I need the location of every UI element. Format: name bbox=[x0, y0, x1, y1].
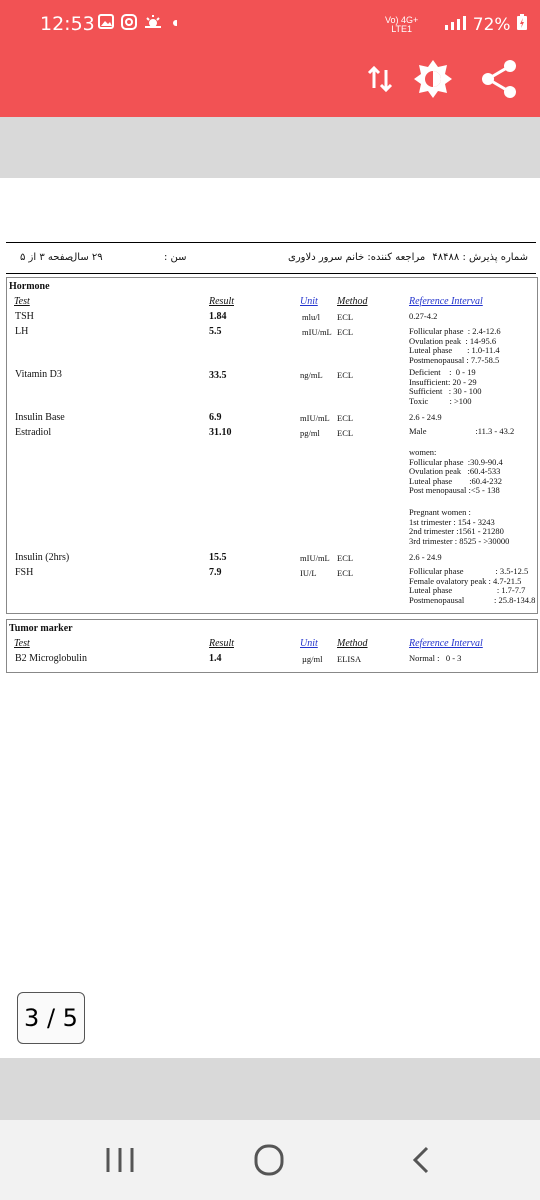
column-result: Result bbox=[209, 296, 234, 307]
battery-indicator bbox=[443, 14, 528, 35]
column-test: Test bbox=[14, 296, 30, 307]
test-method: ECL bbox=[337, 327, 354, 337]
section-title: Hormone bbox=[9, 281, 50, 292]
test-result: 5.5 bbox=[209, 326, 222, 337]
column-test: Test bbox=[14, 638, 30, 649]
test-unit: µg/ml bbox=[302, 654, 323, 664]
test-name: FSH bbox=[15, 567, 34, 578]
test-name: B2 Microglobulin bbox=[15, 653, 87, 664]
section-title: Tumor marker bbox=[9, 623, 73, 634]
transfer-icon[interactable] bbox=[360, 58, 402, 100]
test-result: 7.9 bbox=[209, 567, 222, 578]
test-result: 1.4 bbox=[209, 653, 222, 664]
test-unit: ng/mL bbox=[300, 370, 323, 380]
reference-range: 2.6 - 24.9 bbox=[409, 412, 442, 422]
network-bottom-label: LTE1 bbox=[391, 24, 413, 34]
test-result: 6.9 bbox=[209, 412, 222, 423]
clock: 12:53 bbox=[40, 13, 95, 35]
test-method: ECL bbox=[337, 370, 354, 380]
report-page bbox=[0, 178, 540, 1058]
reception-number: شماره پذیرش : ۴۸۴۸۸ bbox=[432, 252, 528, 263]
status-bar bbox=[0, 0, 540, 40]
reference-range: Follicular phase : 3.5-12.5 Female ovalatory peak : 4.7-21.5 Luteal phase : 1.7-7.7 Postmenopausal : 25.8-134.8 bbox=[409, 566, 536, 605]
test-unit: mIU/mL bbox=[300, 413, 330, 423]
gallery-icon bbox=[97, 13, 177, 31]
page-number: صفحه ۳ از ۵ bbox=[20, 252, 74, 263]
test-result: 33.5 bbox=[209, 370, 227, 381]
test-method: ECL bbox=[337, 312, 354, 322]
test-method: ECL bbox=[337, 428, 354, 438]
back-icon[interactable] bbox=[403, 1142, 443, 1178]
column-unit: Unit bbox=[300, 296, 318, 307]
page-indicator: 3 / 5 bbox=[17, 992, 85, 1044]
column-reference: Reference Interval bbox=[409, 296, 483, 307]
test-name: Insulin Base bbox=[15, 412, 65, 423]
test-name: Vitamin D3 bbox=[15, 369, 62, 380]
column-result: Result bbox=[209, 638, 234, 649]
test-unit: pg/ml bbox=[300, 428, 320, 438]
top-gray-band bbox=[0, 117, 540, 178]
test-name: Insulin (2hrs) bbox=[15, 552, 70, 563]
patient-name: مراجعه کننده: خانم سرور دلاوری bbox=[288, 252, 426, 263]
test-unit: mIU/mL bbox=[300, 553, 330, 563]
test-method: ELISA bbox=[337, 654, 362, 664]
age-label: سن : bbox=[164, 252, 187, 263]
recent-apps-icon[interactable] bbox=[100, 1142, 140, 1178]
test-result: 1.84 bbox=[209, 311, 227, 322]
battery-percent: 72% bbox=[472, 15, 511, 35]
home-icon[interactable] bbox=[250, 1142, 290, 1178]
estradiol-women-range: women: Follicular phase :30.9-90.4 Ovulation peak :60.4-533 Luteal phase :60.4-232 Post menopausal :<5 - 138 bbox=[409, 447, 503, 495]
test-name: Estradiol bbox=[15, 427, 52, 438]
reference-range: Normal : 0 - 3 bbox=[409, 653, 462, 663]
brightness-icon[interactable] bbox=[412, 58, 454, 100]
test-method: ECL bbox=[337, 553, 354, 563]
reference-range: 0.27-4.2 bbox=[409, 311, 438, 321]
test-unit: mIU/mL bbox=[302, 327, 332, 337]
reference-range: Male :11.3 - 43.2 bbox=[409, 426, 515, 436]
column-method: Method bbox=[337, 296, 368, 307]
age-value: ۲۹ سال bbox=[70, 252, 103, 263]
network-indicator bbox=[385, 16, 418, 34]
test-unit: mlu/l bbox=[302, 312, 320, 322]
column-method: Method bbox=[337, 638, 368, 649]
reference-range: Follicular phase : 2.4-12.6 Ovulation peak : 14-95.6 Luteal phase : 1.0-11.4 Postmenopausal : 7.7-58.5 bbox=[409, 326, 501, 365]
network-top-label: Vo) 4G+ bbox=[385, 15, 419, 25]
bottom-gray-band bbox=[0, 1058, 540, 1120]
test-name: LH bbox=[15, 326, 29, 337]
reference-range: 2.6 - 24.9 bbox=[409, 552, 442, 562]
column-unit: Unit bbox=[300, 638, 318, 649]
test-method: ECL bbox=[337, 413, 354, 423]
test-method: ECL bbox=[337, 568, 354, 578]
estradiol-pregnant-range: Pregnant women : 1st trimester : 154 - 3243 2nd trimester :1561 - 21280 3rd trimester : 8525 - >30000 bbox=[409, 507, 510, 546]
share-icon[interactable] bbox=[478, 58, 520, 100]
test-unit: IU/L bbox=[300, 568, 317, 578]
signal-icon bbox=[443, 16, 467, 30]
app-toolbar bbox=[0, 40, 540, 117]
test-result: 15.5 bbox=[209, 552, 227, 563]
reference-range: Deficient : 0 - 19 Insufficient: 20 - 29 Sufficient : 30 - 100 Toxic : >100 bbox=[409, 367, 482, 406]
navigation-bar bbox=[0, 1120, 540, 1200]
test-name: TSH bbox=[15, 311, 34, 322]
report-header bbox=[6, 242, 536, 274]
column-reference: Reference Interval bbox=[409, 638, 483, 649]
battery-icon bbox=[516, 14, 528, 30]
notification-icons bbox=[97, 13, 177, 36]
test-result: 31.10 bbox=[209, 427, 232, 438]
